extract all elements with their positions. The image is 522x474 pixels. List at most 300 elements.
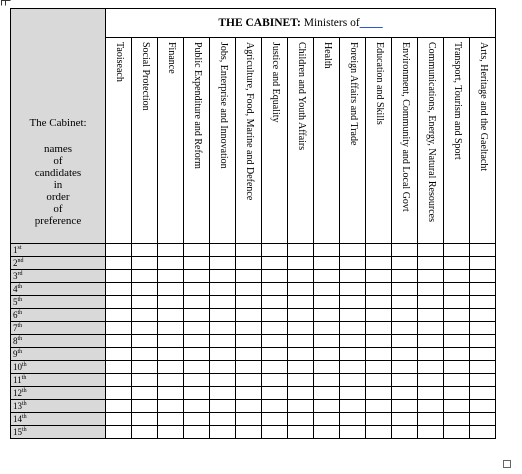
candidate-entry-cell[interactable] [314, 322, 340, 335]
candidate-entry-cell[interactable] [184, 270, 210, 283]
candidate-entry-cell[interactable] [392, 400, 418, 413]
candidate-entry-cell[interactable] [236, 374, 262, 387]
candidate-entry-cell[interactable] [106, 322, 132, 335]
left-header-line: in [53, 179, 63, 191]
title-bold: THE CABINET: [218, 17, 301, 29]
candidate-entry-cell[interactable] [158, 296, 184, 309]
candidate-entry-cell[interactable] [470, 348, 496, 361]
candidate-entry-cell[interactable] [132, 413, 158, 426]
left-header-line: preference [34, 215, 82, 227]
table-resize-handle[interactable] [503, 460, 511, 468]
candidate-entry-cell[interactable] [314, 348, 340, 361]
candidate-entry-cell[interactable] [288, 400, 314, 413]
candidate-entry-cell[interactable] [236, 335, 262, 348]
candidate-entry-cell[interactable] [366, 270, 392, 283]
candidate-entry-cell[interactable] [262, 413, 288, 426]
candidate-entry-cell[interactable] [444, 374, 470, 387]
candidate-entry-cell[interactable] [132, 270, 158, 283]
table-row [11, 283, 496, 296]
candidate-entry-cell[interactable] [444, 413, 470, 426]
preference-rank [11, 387, 106, 400]
header-row [11, 9, 496, 38]
candidate-entry-cell[interactable] [236, 270, 262, 283]
left-header-title: The Cabinet: [29, 117, 87, 129]
candidate-entry-cell[interactable] [314, 309, 340, 322]
ministry-column-header [392, 38, 418, 244]
preference-rank [11, 309, 106, 322]
candidate-entry-cell[interactable] [210, 361, 236, 374]
candidate-entry-cell[interactable] [418, 374, 444, 387]
candidate-entry-cell[interactable] [340, 387, 366, 400]
candidate-entry-cell[interactable] [392, 335, 418, 348]
candidate-entry-cell[interactable] [184, 335, 210, 348]
candidate-entry-cell[interactable] [418, 283, 444, 296]
candidate-entry-cell[interactable] [366, 348, 392, 361]
candidate-entry-cell[interactable] [184, 400, 210, 413]
candidate-entry-cell[interactable] [288, 283, 314, 296]
candidate-entry-cell[interactable] [132, 322, 158, 335]
rank-number: 7 [13, 322, 18, 333]
candidate-entry-cell[interactable] [158, 387, 184, 400]
candidate-entry-cell[interactable] [392, 387, 418, 400]
candidate-entry-cell[interactable] [132, 426, 158, 439]
candidate-entry-cell[interactable] [210, 413, 236, 426]
candidate-entry-cell[interactable] [106, 309, 132, 322]
candidate-entry-cell[interactable] [314, 335, 340, 348]
candidate-entry-cell[interactable] [366, 400, 392, 413]
left-header-line: of [53, 155, 63, 167]
candidate-entry-cell[interactable] [314, 387, 340, 400]
candidate-entry-cell[interactable] [236, 400, 262, 413]
candidate-entry-cell[interactable] [132, 244, 158, 257]
candidate-entry-cell[interactable] [262, 244, 288, 257]
rank-number: 6 [13, 309, 18, 320]
candidate-entry-cell[interactable] [262, 387, 288, 400]
candidate-entry-cell[interactable] [210, 309, 236, 322]
candidate-entry-cell[interactable] [106, 426, 132, 439]
candidate-entry-cell[interactable] [418, 400, 444, 413]
candidate-entry-cell[interactable] [184, 426, 210, 439]
ministry-label: Jobs, Enterprise and Innovation [218, 42, 229, 169]
candidate-entry-cell[interactable] [236, 257, 262, 270]
rank-suffix: th [17, 322, 23, 329]
left-header-line: names [43, 143, 73, 155]
ministry-column-header [444, 38, 470, 244]
candidate-entry-cell[interactable] [470, 270, 496, 283]
ministry-column-header [314, 38, 340, 244]
candidate-entry-cell[interactable] [288, 348, 314, 361]
candidate-entry-cell[interactable] [132, 309, 158, 322]
candidate-entry-cell[interactable] [288, 426, 314, 439]
candidate-entry-cell[interactable] [366, 257, 392, 270]
candidate-entry-cell[interactable] [366, 361, 392, 374]
ministry-column-header [184, 38, 210, 244]
candidate-entry-cell[interactable] [470, 426, 496, 439]
rank-suffix: th [17, 309, 23, 316]
table-move-handle-icon[interactable] [1, 0, 11, 6]
ministry-label: Public Expenditure and Reform [192, 42, 203, 169]
candidate-entry-cell[interactable] [418, 348, 444, 361]
candidate-entry-cell[interactable] [236, 283, 262, 296]
candidate-entry-cell[interactable] [470, 335, 496, 348]
candidate-entry-cell[interactable] [158, 348, 184, 361]
candidate-entry-cell[interactable] [366, 283, 392, 296]
candidate-entry-cell[interactable] [106, 361, 132, 374]
preference-rank [11, 283, 106, 296]
candidate-entry-cell[interactable] [340, 257, 366, 270]
candidate-entry-cell[interactable] [444, 335, 470, 348]
candidate-entry-cell[interactable] [210, 400, 236, 413]
candidate-entry-cell[interactable] [210, 283, 236, 296]
candidate-entry-cell[interactable] [366, 322, 392, 335]
candidate-entry-cell[interactable] [340, 283, 366, 296]
candidate-entry-cell[interactable] [444, 426, 470, 439]
candidate-entry-cell[interactable] [470, 400, 496, 413]
candidate-entry-cell[interactable] [236, 296, 262, 309]
candidate-entry-cell[interactable] [340, 335, 366, 348]
candidate-entry-cell[interactable] [106, 335, 132, 348]
candidate-entry-cell[interactable] [210, 348, 236, 361]
candidate-entry-cell[interactable] [288, 270, 314, 283]
candidate-entry-cell[interactable] [444, 361, 470, 374]
candidate-entry-cell[interactable] [340, 296, 366, 309]
candidate-entry-cell[interactable] [132, 257, 158, 270]
candidate-entry-cell[interactable] [262, 283, 288, 296]
candidate-entry-cell[interactable] [444, 348, 470, 361]
candidate-entry-cell[interactable] [392, 257, 418, 270]
candidate-entry-cell[interactable] [236, 309, 262, 322]
candidate-entry-cell[interactable] [158, 426, 184, 439]
candidate-entry-cell[interactable] [184, 348, 210, 361]
candidate-entry-cell[interactable] [418, 296, 444, 309]
preference-rank [11, 257, 106, 270]
candidate-entry-cell[interactable] [288, 309, 314, 322]
candidate-entry-cell[interactable] [184, 283, 210, 296]
candidate-entry-cell[interactable] [132, 296, 158, 309]
candidate-entry-cell[interactable] [158, 400, 184, 413]
candidate-entry-cell[interactable] [158, 309, 184, 322]
candidate-entry-cell[interactable] [158, 270, 184, 283]
candidate-entry-cell[interactable] [470, 296, 496, 309]
ministry-label: Education and Skills [374, 42, 385, 125]
ministry-label: Arts, Heritage and the Gaeltacht [478, 42, 489, 172]
rank-number: 11 [13, 374, 22, 385]
candidate-entry-cell[interactable] [106, 387, 132, 400]
candidate-entry-cell[interactable] [210, 426, 236, 439]
candidate-entry-cell[interactable] [392, 296, 418, 309]
candidate-entry-cell[interactable] [184, 309, 210, 322]
candidate-entry-cell[interactable] [392, 283, 418, 296]
rank-suffix: th [21, 374, 27, 381]
candidate-entry-cell[interactable] [470, 257, 496, 270]
rank-number: 1 [13, 244, 18, 255]
candidate-entry-cell[interactable] [470, 244, 496, 257]
candidate-entry-cell[interactable] [340, 348, 366, 361]
candidate-entry-cell[interactable] [340, 400, 366, 413]
candidate-entry-cell[interactable] [418, 413, 444, 426]
preference-rank [11, 400, 106, 413]
candidate-entry-cell[interactable] [132, 387, 158, 400]
candidate-entry-cell[interactable] [314, 270, 340, 283]
candidate-entry-cell[interactable] [314, 413, 340, 426]
candidate-entry-cell[interactable] [288, 374, 314, 387]
candidate-entry-cell[interactable] [262, 270, 288, 283]
candidate-entry-cell[interactable] [314, 361, 340, 374]
candidate-entry-cell[interactable] [366, 309, 392, 322]
candidate-entry-cell[interactable] [392, 426, 418, 439]
candidate-entry-cell[interactable] [340, 244, 366, 257]
candidate-entry-cell[interactable] [236, 387, 262, 400]
candidate-entry-cell[interactable] [418, 387, 444, 400]
left-header-lines [11, 143, 105, 227]
candidate-entry-cell[interactable] [210, 387, 236, 400]
ministry-column-header [262, 38, 288, 244]
ministry-column-header [470, 38, 496, 244]
ministry-column-header [158, 38, 184, 244]
candidate-entry-cell[interactable] [418, 322, 444, 335]
candidate-entry-cell[interactable] [262, 296, 288, 309]
ministry-column-header [106, 38, 132, 244]
left-header-line: order [46, 191, 70, 203]
candidate-entry-cell[interactable] [158, 413, 184, 426]
candidate-entry-cell[interactable] [444, 387, 470, 400]
candidate-entry-cell[interactable] [210, 270, 236, 283]
candidate-entry-cell[interactable] [106, 244, 132, 257]
candidate-entry-cell[interactable] [470, 283, 496, 296]
candidate-entry-cell[interactable] [392, 361, 418, 374]
candidate-entry-cell[interactable] [392, 309, 418, 322]
candidate-entry-cell[interactable] [418, 309, 444, 322]
candidate-entry-cell[interactable] [158, 244, 184, 257]
candidate-entry-cell[interactable] [314, 374, 340, 387]
candidate-entry-cell[interactable] [444, 322, 470, 335]
candidate-entry-cell[interactable] [132, 335, 158, 348]
candidate-entry-cell[interactable] [392, 348, 418, 361]
table-row [11, 426, 496, 439]
rank-suffix: th [22, 387, 27, 394]
candidate-entry-cell[interactable] [392, 413, 418, 426]
candidate-entry-cell[interactable] [392, 322, 418, 335]
candidate-entry-cell[interactable] [210, 244, 236, 257]
candidate-entry-cell[interactable] [418, 426, 444, 439]
candidate-entry-cell[interactable] [106, 270, 132, 283]
candidate-entry-cell[interactable] [418, 257, 444, 270]
preference-rank [11, 335, 106, 348]
candidate-entry-cell[interactable] [288, 361, 314, 374]
ministry-label: Finance [166, 42, 177, 74]
candidate-entry-cell[interactable] [158, 283, 184, 296]
ministry-label: Social Protection [140, 42, 151, 111]
candidate-entry-cell[interactable] [392, 270, 418, 283]
preference-rank [11, 361, 106, 374]
candidate-entry-cell[interactable] [366, 387, 392, 400]
candidate-entry-cell[interactable] [288, 335, 314, 348]
candidate-entry-cell[interactable] [340, 426, 366, 439]
rank-suffix: th [22, 400, 27, 407]
candidate-entry-cell[interactable] [470, 413, 496, 426]
candidate-entry-cell[interactable] [184, 244, 210, 257]
candidate-entry-cell[interactable] [470, 322, 496, 335]
candidate-entry-cell[interactable] [366, 426, 392, 439]
candidate-entry-cell[interactable] [444, 244, 470, 257]
rank-number: 9 [13, 348, 18, 359]
candidate-entry-cell[interactable] [366, 244, 392, 257]
candidate-entry-cell[interactable] [106, 413, 132, 426]
candidate-entry-cell[interactable] [236, 426, 262, 439]
candidate-entry-cell[interactable] [236, 413, 262, 426]
candidate-entry-cell[interactable] [210, 322, 236, 335]
rank-suffix: th [17, 335, 23, 342]
candidate-entry-cell[interactable] [366, 413, 392, 426]
candidate-entry-cell[interactable] [340, 361, 366, 374]
candidate-entry-cell[interactable] [262, 257, 288, 270]
candidate-entry-cell[interactable] [340, 322, 366, 335]
candidate-entry-cell[interactable] [470, 309, 496, 322]
candidate-entry-cell[interactable] [106, 283, 132, 296]
candidate-entry-cell[interactable] [158, 374, 184, 387]
table-row [11, 400, 496, 413]
candidate-entry-cell[interactable] [184, 361, 210, 374]
rank-suffix: rd [17, 270, 23, 277]
ministry-column-header [366, 38, 392, 244]
table-title [106, 9, 496, 38]
candidate-entry-cell[interactable] [262, 335, 288, 348]
table-row [11, 309, 496, 322]
table-row [11, 348, 496, 361]
candidate-entry-cell[interactable] [288, 413, 314, 426]
candidate-entry-cell[interactable] [210, 335, 236, 348]
ministry-column-header [236, 38, 262, 244]
candidate-entry-cell[interactable] [132, 283, 158, 296]
rank-suffix: th [17, 296, 23, 303]
rank-suffix: th [22, 426, 27, 433]
candidate-entry-cell[interactable] [314, 283, 340, 296]
table-row [11, 335, 496, 348]
candidate-entry-cell[interactable] [444, 270, 470, 283]
rank-number: 8 [13, 335, 18, 346]
candidate-entry-cell[interactable] [236, 361, 262, 374]
ministry-column-header [418, 38, 444, 244]
candidate-entry-cell[interactable] [444, 296, 470, 309]
candidate-entry-cell[interactable] [210, 296, 236, 309]
candidate-entry-cell[interactable] [132, 400, 158, 413]
candidate-entry-cell[interactable] [106, 257, 132, 270]
table-row [11, 322, 496, 335]
candidate-entry-cell[interactable] [236, 244, 262, 257]
candidate-entry-cell[interactable] [158, 257, 184, 270]
candidate-entry-cell[interactable] [288, 257, 314, 270]
table-row [11, 244, 496, 257]
candidate-entry-cell[interactable] [106, 400, 132, 413]
candidate-entry-cell[interactable] [106, 296, 132, 309]
candidate-entry-cell[interactable] [132, 374, 158, 387]
rank-number: 5 [13, 296, 18, 307]
candidate-entry-cell[interactable] [158, 361, 184, 374]
candidate-entry-cell[interactable] [314, 244, 340, 257]
candidate-entry-cell[interactable] [444, 309, 470, 322]
candidate-entry-cell[interactable] [262, 322, 288, 335]
candidate-entry-cell[interactable] [314, 296, 340, 309]
candidate-entry-cell[interactable] [314, 400, 340, 413]
candidate-entry-cell[interactable] [106, 348, 132, 361]
candidate-entry-cell[interactable] [470, 361, 496, 374]
candidate-entry-cell[interactable] [288, 387, 314, 400]
candidate-entry-cell[interactable] [392, 374, 418, 387]
candidate-entry-cell[interactable] [340, 413, 366, 426]
candidate-entry-cell[interactable] [418, 270, 444, 283]
candidate-entry-cell[interactable] [340, 374, 366, 387]
preference-rank [11, 270, 106, 283]
candidate-entry-cell[interactable] [132, 348, 158, 361]
candidate-entry-cell[interactable] [262, 309, 288, 322]
candidate-entry-cell[interactable] [366, 335, 392, 348]
candidate-entry-cell[interactable] [288, 296, 314, 309]
table-row [11, 270, 496, 283]
candidate-entry-cell[interactable] [444, 257, 470, 270]
rank-number: 14 [13, 413, 22, 424]
table-row [11, 413, 496, 426]
candidate-entry-cell[interactable] [262, 426, 288, 439]
candidate-entry-cell[interactable] [184, 374, 210, 387]
candidate-entry-cell[interactable] [314, 257, 340, 270]
ministry-column-header [288, 38, 314, 244]
candidate-entry-cell[interactable] [288, 322, 314, 335]
candidate-entry-cell[interactable] [418, 244, 444, 257]
candidate-entry-cell[interactable] [106, 374, 132, 387]
candidate-entry-cell[interactable] [236, 322, 262, 335]
candidate-entry-cell[interactable] [470, 387, 496, 400]
title-blank-field[interactable]: ____ [359, 17, 383, 29]
candidate-entry-cell[interactable] [184, 322, 210, 335]
candidate-entry-cell[interactable] [262, 361, 288, 374]
candidate-entry-cell[interactable] [262, 400, 288, 413]
candidate-entry-cell[interactable] [184, 387, 210, 400]
candidate-entry-cell[interactable] [418, 335, 444, 348]
candidate-entry-cell[interactable] [158, 322, 184, 335]
candidate-entry-cell[interactable] [340, 270, 366, 283]
candidate-entry-cell[interactable] [470, 374, 496, 387]
candidate-entry-cell[interactable] [184, 413, 210, 426]
candidate-entry-cell[interactable] [366, 374, 392, 387]
candidate-entry-cell[interactable] [340, 309, 366, 322]
rank-number: 4 [13, 283, 18, 294]
left-header-line: of [53, 203, 63, 215]
candidate-entry-cell[interactable] [392, 244, 418, 257]
candidate-entry-cell[interactable] [314, 426, 340, 439]
candidate-entry-cell[interactable] [444, 283, 470, 296]
candidate-entry-cell[interactable] [418, 361, 444, 374]
ministry-label: Taoiseach [114, 42, 125, 82]
candidate-entry-cell[interactable] [288, 244, 314, 257]
candidate-entry-cell[interactable] [262, 348, 288, 361]
candidate-entry-cell[interactable] [132, 361, 158, 374]
candidate-entry-cell[interactable] [158, 335, 184, 348]
table-row [11, 374, 496, 387]
candidate-entry-cell[interactable] [262, 374, 288, 387]
candidate-entry-cell[interactable] [184, 257, 210, 270]
candidate-entry-cell[interactable] [210, 374, 236, 387]
candidate-entry-cell[interactable] [210, 257, 236, 270]
rank-suffix: th [22, 361, 27, 368]
preference-rank [11, 244, 106, 257]
candidate-entry-cell[interactable] [444, 400, 470, 413]
cabinet-preference-table [10, 8, 496, 439]
candidate-entry-cell[interactable] [184, 296, 210, 309]
candidate-entry-cell[interactable] [236, 348, 262, 361]
rank-suffix: th [22, 413, 27, 420]
ministry-column-header [132, 38, 158, 244]
candidate-entry-cell[interactable] [366, 296, 392, 309]
